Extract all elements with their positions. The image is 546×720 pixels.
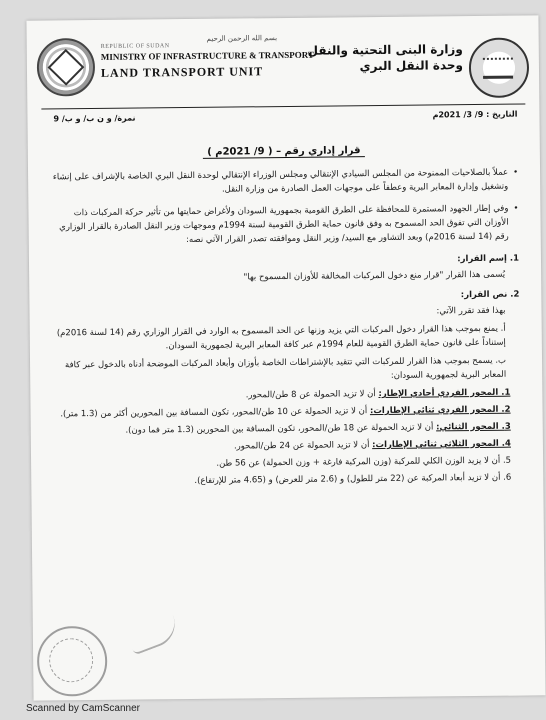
item-lead: 2. المحور الفردي ثنائي الإطارات:	[369, 404, 511, 417]
clause-a: أ. يمنع بموجب هذا القرار دخول المركبات التي يزيد وزنها عن الحد المسموح به الوارد في القرار الوزاري رقم (14 لسنة 2016م) إستناداً على قانون حماية الطرق القومية للعام 1994م عبر كافة المعابر البرية لجمهورية السودان.	[56, 323, 506, 352]
arabic-header	[308, 42, 463, 74]
ministry-name-ar: وزارة البنى التحتية والنقل	[307, 42, 463, 58]
item-text: أن لا تزيد الحمولة عن 24 طن/المحور.	[233, 440, 373, 452]
list-item	[50, 386, 520, 405]
section2-heading: 2. نص القرار:	[460, 289, 520, 301]
paragraph-1: • عملاً بالصلاحيات الممنوحة من المجلس السيادي الإنتقالي ومجلس الوزراء الإنتقالي لوحدة النقل البري الخاصة بالإشراف على إنشاء وتشغيل وإدارة المعابر البرية وعطفاً على موجهات العمل الصادرة من وزارة النقل.	[48, 166, 518, 199]
unit-logo	[469, 37, 530, 98]
section1-heading: 1. إسم القرار:	[457, 253, 520, 265]
clause-b: ب. يسمح بموجب هذا القرار للمركبات التي تتقيد بالإشتراطات الخاصة بأوزان وأبعاد المركبات الموضحة أدناه بالدخول عبر كافة المعابر البرية لجمهورية السودان:	[64, 355, 507, 381]
list-item	[51, 454, 521, 473]
document-body	[48, 166, 521, 493]
paragraph-2: • وفي إطار الجهود المستمرة للمحافظة على الطرق القومية بجمهورية السودان ولأغراض حمايتها من تأثير حركة المركبات ذات الأوزان التي تفوق الحد المسموح به وفق قانون حماية الطرق القومية لسنة 1994م وموجهات وزير النقل الصادرة بالقرار الوزاري رقم (14 لسنة 2016م) وبعد التشاور مع السيد/ وزير النقل وموافقته تصدر القرار الآتي نصه:	[48, 202, 518, 249]
item-lead: 1. المحور الفردي أحادي الإطار:	[378, 387, 511, 400]
english-header	[101, 42, 314, 81]
section1-text: يُسمى هذا القرار "قرار منع دخول المركبات المخالفة للأوزان المسموح بها"	[243, 269, 506, 283]
unit-name-en: LAND TRANSPORT UNIT	[100, 64, 264, 80]
official-stamp	[37, 626, 108, 697]
unit-name-ar: وحدة النقل البري	[359, 58, 464, 74]
signature	[126, 615, 181, 655]
emblem-logo	[37, 38, 96, 97]
letterhead	[26, 15, 539, 100]
list-item	[51, 437, 521, 456]
list-item	[51, 471, 521, 490]
date-line: التاريخ : 9/ 3/ 2021م	[432, 109, 518, 120]
list-item	[51, 403, 521, 422]
item-text: 6. أن لا تزيد أبعاد المركبة عن (22 متر للطول) و (2.6 متر للعرض) و (4.65 متر للإرتفاع).	[194, 472, 512, 486]
item-text: 5. أن لا يزيد الوزن الكلي للمركبة (وزن المركبة فارغة + وزن الحمولة) عن 56 طن.	[216, 455, 512, 469]
list-item	[51, 420, 521, 439]
scanner-watermark: Scanned by CamScanner	[26, 703, 140, 714]
basmala: بسم الله الرحمن الرحيم	[206, 34, 278, 43]
republic-text: REPUBLIC OF SUDAN	[100, 43, 170, 50]
document-page	[26, 15, 545, 700]
item-lead: 3. المحور الثنائي:	[436, 421, 511, 433]
item-text: أن لا تزيد الحمولة عن 8 طن/المحور.	[245, 389, 379, 401]
item-text: أن لا تزيد الحمولة عن 10 طن/المحور، تكون المسافة بين المحورين أكثر من (1.3 متر).	[60, 406, 370, 420]
header-divider	[41, 103, 525, 109]
reference-number: نمرة/ و ن ب/ و ب/ 9	[53, 113, 136, 124]
decision-title	[28, 143, 540, 159]
section2-intro: بهذا فقد تقرر الآتي:	[436, 305, 506, 317]
ministry-name-en: MINISTRY OF INFRASTRUCTURE & TRANSPORT	[100, 49, 314, 62]
item-text: أن لا تزيد الحمولة عن 18 طن/المحور، تكون المسافة بين المحورين (1.3 متر فما دون).	[125, 422, 437, 436]
item-lead: 4. المحور الثلاثي ثنائي الإطارات:	[372, 438, 511, 451]
title-text: قرار إداري رقم – ( 9/ 2021م )	[203, 145, 364, 159]
